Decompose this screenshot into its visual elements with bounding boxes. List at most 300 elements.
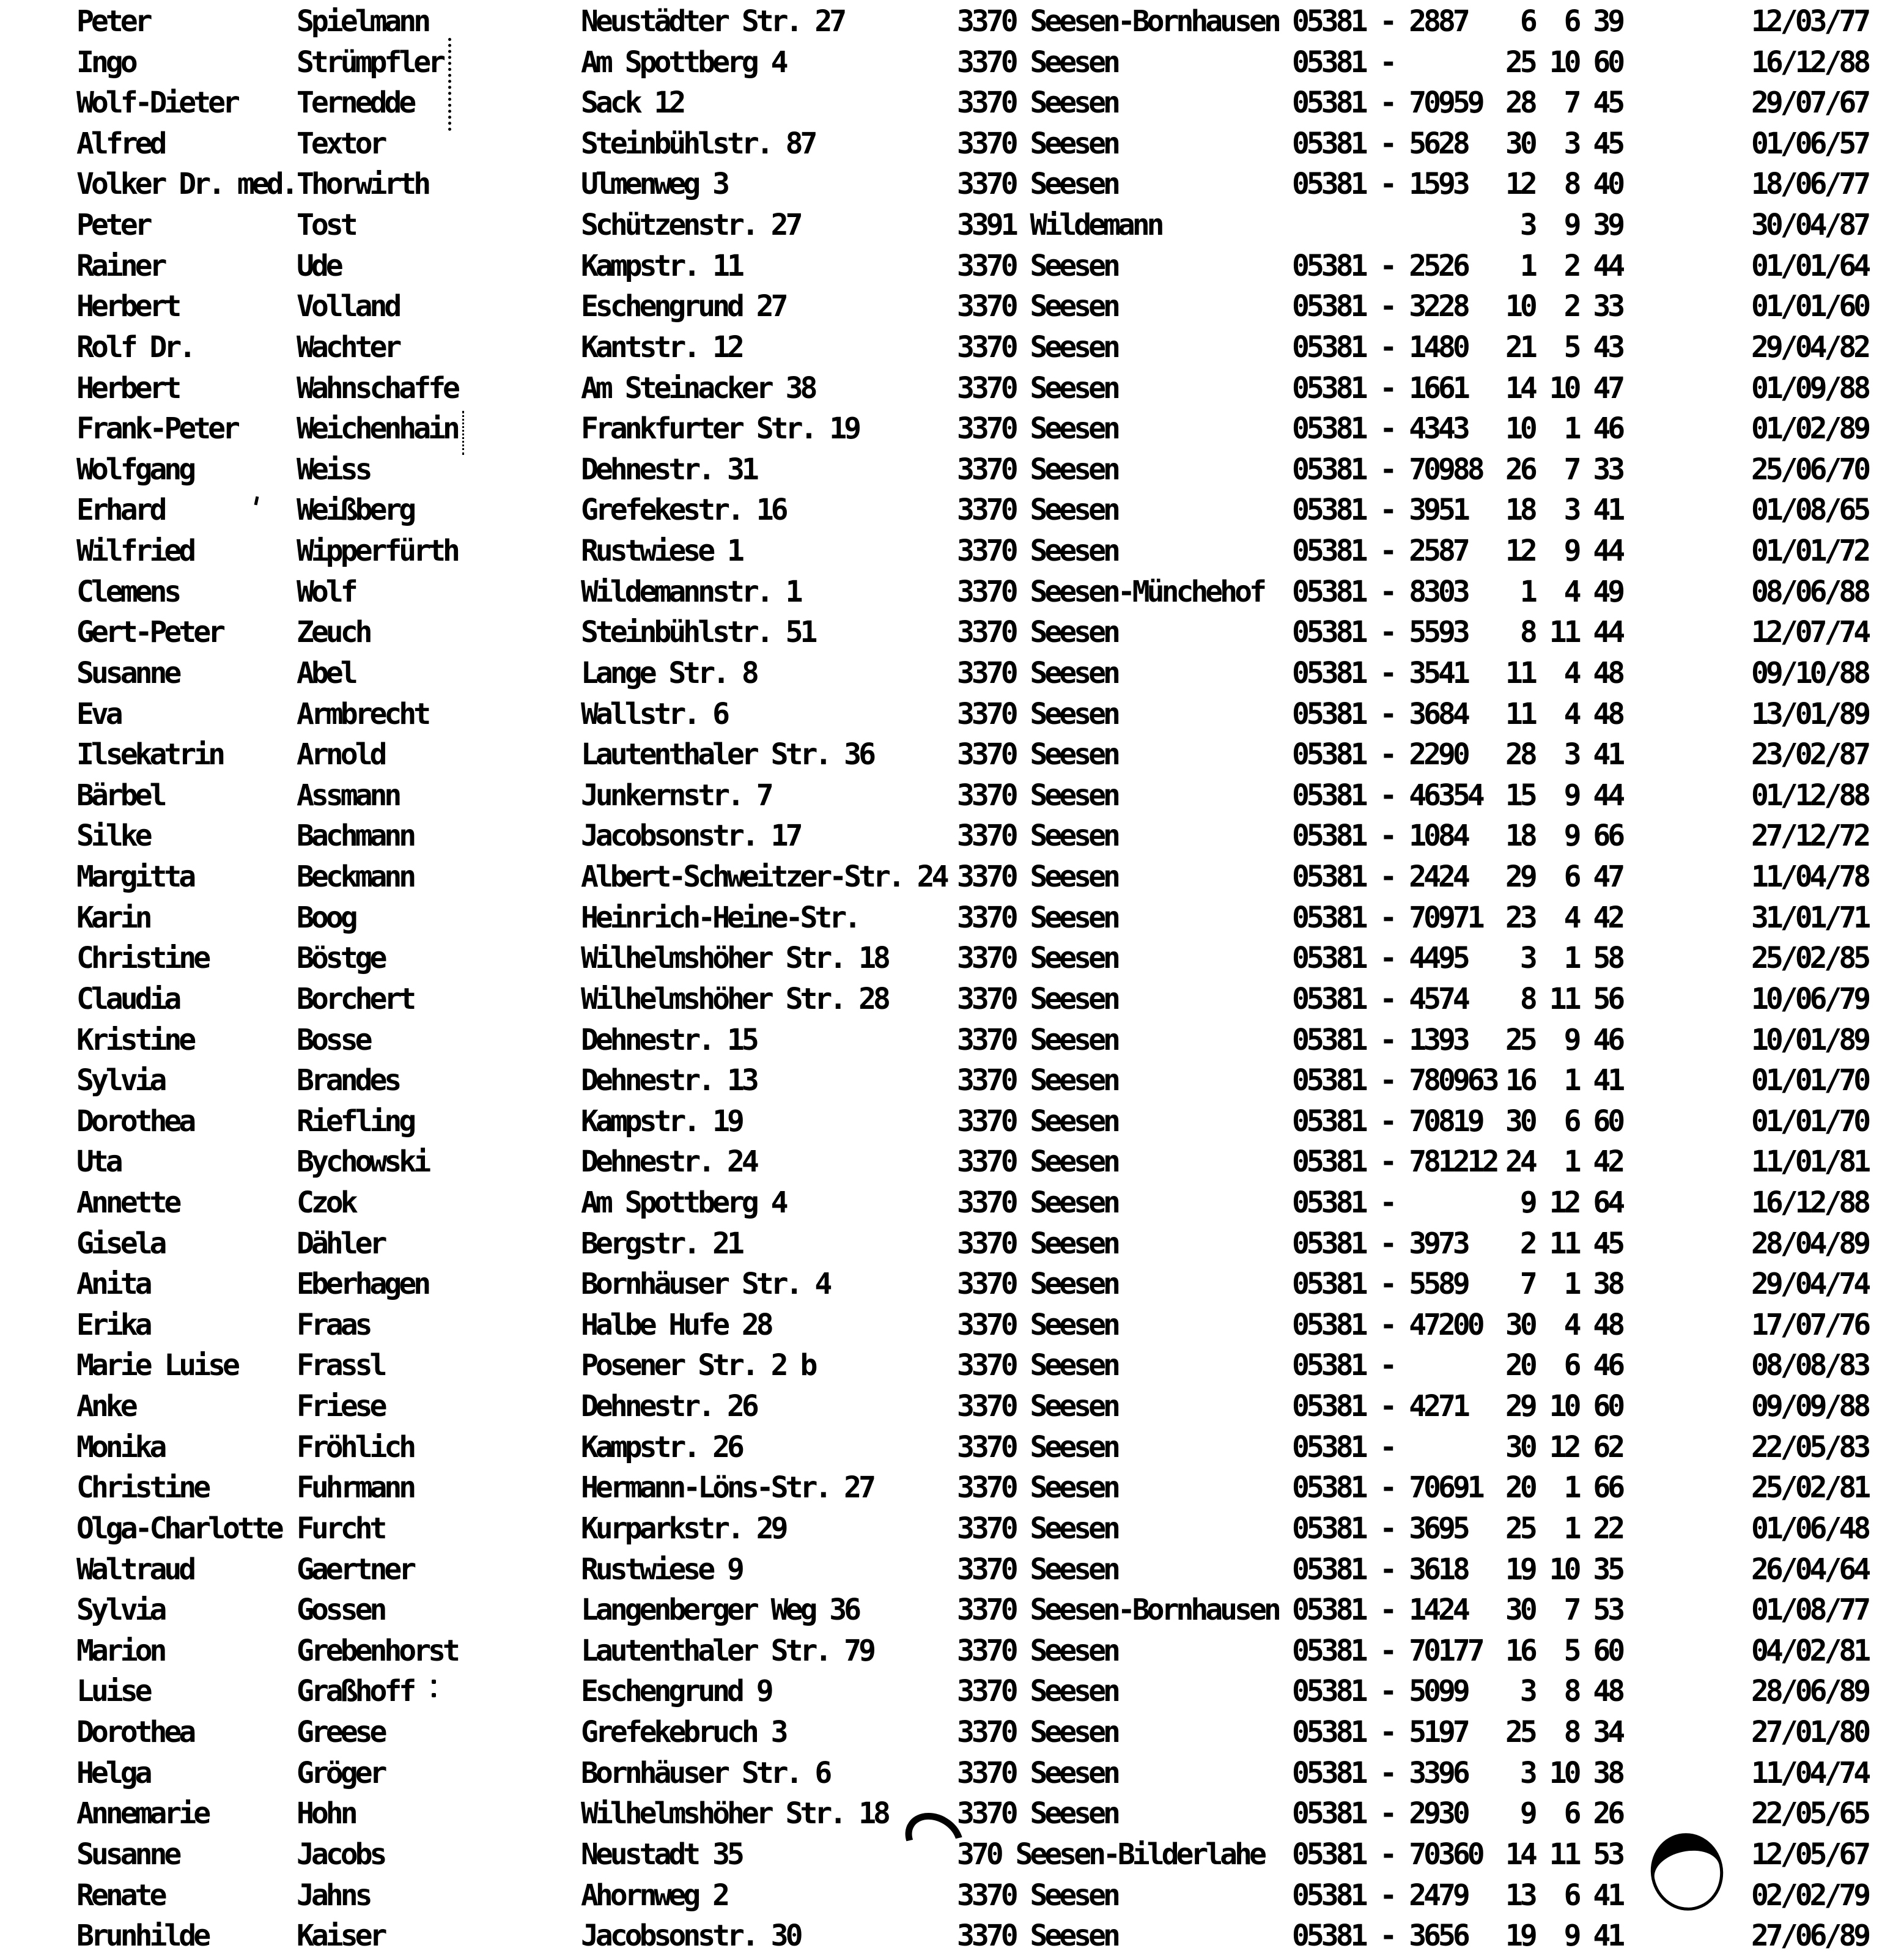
birth-date: 24 1 42 [1505, 1145, 1623, 1179]
street-address: Rustwiese 1 [581, 534, 742, 569]
birth-date: 30 4 48 [1505, 1307, 1623, 1342]
birth-date: 8 11 56 [1505, 981, 1623, 1016]
phone-number: 05381 - 70360 [1292, 1837, 1482, 1872]
table-row [0, 816, 1904, 856]
street-address: Posener Str. 2 b [581, 1348, 815, 1383]
first-name: Wolf-Dieter [76, 86, 237, 120]
birth-date: 10 2 33 [1505, 289, 1623, 324]
postal-city: 3370 Seesen [957, 1145, 1118, 1179]
last-name: Graßhoff [297, 1674, 414, 1709]
street-address: Bornhäuser Str. 6 [581, 1755, 830, 1790]
street-address: Jacobsonstr. 30 [581, 1919, 800, 1953]
table-row [0, 408, 1904, 449]
table-row [0, 1020, 1904, 1060]
last-name: Armbrecht [297, 696, 429, 731]
phone-number: 05381 - 8303 [1292, 574, 1467, 609]
table-row [0, 1467, 1904, 1508]
table-row [0, 1264, 1904, 1304]
phone-number: 05381 - 2479 [1292, 1878, 1467, 1913]
postal-city: 3370 Seesen [957, 615, 1118, 650]
table-row [0, 1427, 1904, 1467]
entry-date: 01/01/70 [1751, 1104, 1869, 1138]
first-name: Ingo [76, 45, 135, 79]
last-name: Zeuch [297, 615, 370, 650]
postal-city: 3370 Seesen [957, 1511, 1118, 1546]
postal-city: 3370 Seesen [957, 86, 1118, 120]
phone-number: 05381 - 47200 [1292, 1307, 1482, 1342]
entry-date: 10/01/89 [1751, 1022, 1869, 1057]
entry-date: 28/04/89 [1751, 1226, 1869, 1261]
postal-city: 3370 Seesen [957, 411, 1118, 446]
first-name: Volker Dr. med. [76, 167, 296, 202]
birth-date: 30 7 53 [1505, 1593, 1623, 1628]
birth-date: 20 1 66 [1505, 1470, 1623, 1505]
street-address: Am Spottberg 4 [581, 45, 786, 79]
birth-date: 9 6 26 [1505, 1796, 1623, 1831]
table-row [0, 83, 1904, 123]
birth-date: 3 9 39 [1505, 208, 1623, 243]
postal-city: 3370 Seesen [957, 1755, 1118, 1790]
postal-city: 3370 Seesen [957, 1185, 1118, 1220]
last-name: Gossen [297, 1593, 385, 1628]
last-name: Furcht [297, 1511, 385, 1546]
first-name: Renate [76, 1878, 164, 1913]
table-row [0, 612, 1904, 652]
entry-date: 18/06/77 [1751, 167, 1869, 202]
last-name: Wahnschaffe [297, 371, 457, 405]
birth-date: 25 9 46 [1505, 1022, 1623, 1057]
birth-date: 1 2 44 [1505, 248, 1623, 283]
birth-date: 2 11 45 [1505, 1226, 1623, 1261]
birth-date: 3 1 58 [1505, 941, 1623, 976]
first-name: Kristine [76, 1022, 194, 1057]
first-name: Susanne [76, 1837, 179, 1872]
table-row [0, 1590, 1904, 1630]
entry-date: 31/01/71 [1751, 900, 1869, 935]
entry-date: 25/02/81 [1751, 1470, 1869, 1505]
last-name: Bachmann [297, 819, 414, 854]
first-name: Ilsekatrin [76, 737, 223, 772]
first-name: Karin [76, 900, 150, 935]
birth-date: 6 6 39 [1505, 4, 1623, 39]
last-name: Fraas [297, 1307, 370, 1342]
first-name: Wolfgang [76, 452, 194, 487]
postal-city: 3370 Seesen [957, 330, 1118, 364]
entry-date: 26/04/64 [1751, 1552, 1869, 1587]
last-name: Czok [297, 1185, 355, 1220]
last-name: Ude [297, 248, 341, 283]
first-name: Annemarie [76, 1796, 208, 1831]
postal-city: 3370 Seesen [957, 248, 1118, 283]
postal-city: 3370 Seesen [957, 167, 1118, 202]
entry-date: 01/06/57 [1751, 126, 1869, 161]
street-address: Kampstr. 19 [581, 1104, 742, 1138]
phone-number: 05381 - 3951 [1292, 493, 1467, 528]
first-name: Olga-Charlotte [76, 1511, 281, 1546]
postal-city: 3370 Seesen [957, 1796, 1118, 1831]
last-name: Textor [297, 126, 385, 161]
street-address: Wallstr. 6 [581, 696, 727, 731]
entry-date: 25/06/70 [1751, 452, 1869, 487]
entry-date: 17/07/76 [1751, 1307, 1869, 1342]
birth-date: 7 1 38 [1505, 1267, 1623, 1302]
last-name: Gaertner [297, 1552, 414, 1587]
entry-date: 08/06/88 [1751, 574, 1869, 609]
entry-date: 27/12/72 [1751, 819, 1869, 854]
last-name: Riefling [297, 1104, 414, 1138]
phone-number: 05381 - 70819 [1292, 1104, 1482, 1138]
first-name: Christine [76, 1470, 208, 1505]
entry-date: 01/09/88 [1751, 371, 1869, 405]
table-row [0, 490, 1904, 530]
entry-date: 01/01/60 [1751, 289, 1869, 324]
last-name: Weichenhain [297, 411, 457, 446]
phone-number: 05381 - [1292, 1430, 1395, 1464]
table-row [0, 1, 1904, 42]
table-row [0, 1223, 1904, 1264]
phone-number: 05381 - 1593 [1292, 167, 1467, 202]
table-row [0, 1631, 1904, 1671]
street-address: Kampstr. 11 [581, 248, 742, 283]
first-name: Christine [76, 941, 208, 976]
last-name: Volland [297, 289, 399, 324]
entry-date: 27/01/80 [1751, 1715, 1869, 1750]
street-address: Kampstr. 26 [581, 1430, 742, 1464]
phone-number: 05381 - 2290 [1292, 737, 1467, 772]
entry-date: 01/01/72 [1751, 534, 1869, 569]
last-name: Wolf [297, 574, 355, 609]
postal-city: 3370 Seesen [957, 1878, 1118, 1913]
birth-date: 15 9 44 [1505, 778, 1623, 813]
first-name: Silke [76, 819, 150, 854]
phone-number: 05381 - 2424 [1292, 860, 1467, 895]
table-row [0, 286, 1904, 326]
birth-date: 25 10 60 [1505, 45, 1623, 79]
postal-city: 3370 Seesen [957, 941, 1118, 976]
first-name: Alfred [76, 126, 164, 161]
last-name: Eberhagen [297, 1267, 429, 1302]
street-address: Albert-Schweitzer-Str. 24 [581, 860, 946, 895]
birth-date: 21 5 43 [1505, 330, 1623, 364]
first-name: Brunhilde [76, 1919, 208, 1953]
street-address: Steinbühlstr. 87 [581, 126, 815, 161]
first-name: Gert-Peter [76, 615, 223, 650]
postal-city: 3370 Seesen [957, 737, 1118, 772]
postal-city: 3370 Seesen-Bornhausen [957, 4, 1279, 39]
phone-number: 05381 - 1424 [1292, 1593, 1467, 1628]
table-row [0, 1508, 1904, 1549]
birth-date: 12 9 44 [1505, 534, 1623, 569]
entry-date: 01/01/64 [1751, 248, 1869, 283]
entry-date: 11/04/74 [1751, 1755, 1869, 1790]
table-row [0, 694, 1904, 734]
table-row [0, 164, 1904, 204]
street-address: Am Spottberg 4 [581, 1185, 786, 1220]
street-address: Wilhelmshöher Str. 18 [581, 1796, 888, 1831]
last-name: Arnold [297, 737, 385, 772]
table-row [0, 42, 1904, 83]
first-name: Clemens [76, 574, 179, 609]
birth-date: 25 8 34 [1505, 1715, 1623, 1750]
last-name: Fuhrmann [297, 1470, 414, 1505]
postal-city: 370 Seesen-Bilderlahe [957, 1837, 1264, 1872]
birth-date: 28 7 45 [1505, 86, 1623, 120]
birth-date: 3 10 38 [1505, 1755, 1623, 1790]
entry-date: 29/04/82 [1751, 330, 1869, 364]
postal-city: 3370 Seesen [957, 1470, 1118, 1505]
phone-number: 05381 - [1292, 1185, 1395, 1220]
street-address: Ulmenweg 3 [581, 167, 727, 202]
last-name: Abel [297, 655, 355, 690]
birth-date: 26 7 33 [1505, 452, 1623, 487]
phone-number: 05381 - 70971 [1292, 900, 1482, 935]
street-address: Eschengrund 9 [581, 1674, 771, 1709]
entry-date: 01/02/89 [1751, 411, 1869, 446]
street-address: Dehnestr. 26 [581, 1389, 756, 1424]
table-row [0, 572, 1904, 612]
postal-city: 3370 Seesen [957, 655, 1118, 690]
first-name: Susanne [76, 655, 179, 690]
phone-number: 05381 - 70177 [1292, 1633, 1482, 1668]
entry-date: 23/02/87 [1751, 737, 1869, 772]
entry-date: 22/05/83 [1751, 1430, 1869, 1464]
birth-date: 11 4 48 [1505, 696, 1623, 731]
table-row [0, 734, 1904, 775]
entry-date: 16/12/88 [1751, 45, 1869, 79]
birth-date: 3 8 48 [1505, 1674, 1623, 1709]
last-name: Ternedde [297, 86, 414, 120]
street-address: Grefekestr. 16 [581, 493, 786, 528]
postal-city: 3370 Seesen [957, 493, 1118, 528]
table-row [0, 205, 1904, 245]
street-address: Junkernstr. 7 [581, 778, 771, 813]
street-address: Halbe Hufe 28 [581, 1307, 771, 1342]
phone-number: 05381 - 70691 [1292, 1470, 1482, 1505]
street-address: Eschengrund 27 [581, 289, 786, 324]
postal-city: 3370 Seesen [957, 1552, 1118, 1587]
last-name: Hohn [297, 1796, 355, 1831]
birth-date: 13 6 41 [1505, 1878, 1623, 1913]
postal-city: 3370 Seesen [957, 1104, 1118, 1138]
phone-number: 05381 - 781212 [1292, 1145, 1497, 1179]
postal-city: 3370 Seesen [957, 900, 1118, 935]
entry-date: 04/02/81 [1751, 1633, 1869, 1668]
first-name: Bärbel [76, 778, 164, 813]
postal-city: 3370 Seesen [957, 289, 1118, 324]
street-address: Lange Str. 8 [581, 655, 756, 690]
postal-city: 3370 Seesen [957, 860, 1118, 895]
birth-date: 14 10 47 [1505, 371, 1623, 405]
postal-city: 3391 Wildemann [957, 208, 1162, 243]
last-name: Borchert [297, 981, 414, 1016]
phone-number: 05381 - 1480 [1292, 330, 1467, 364]
first-name: Waltraud [76, 1552, 194, 1587]
street-address: Dehnestr. 31 [581, 452, 756, 487]
postal-city: 3370 Seesen [957, 696, 1118, 731]
phone-number: 05381 - 70988 [1292, 452, 1482, 487]
street-address: Hermann-Löns-Str. 27 [581, 1470, 873, 1505]
table-row [0, 1305, 1904, 1345]
street-address: Lautenthaler Str. 79 [581, 1633, 873, 1668]
table-row [0, 1916, 1904, 1956]
postal-city: 3370 Seesen [957, 1674, 1118, 1709]
last-name: Grebenhorst [297, 1633, 457, 1668]
postal-city: 3370 Seesen [957, 126, 1118, 161]
birth-date: 19 10 35 [1505, 1552, 1623, 1587]
phone-number: 05381 - 3396 [1292, 1755, 1467, 1790]
street-address: Dehnestr. 13 [581, 1063, 756, 1098]
first-name: Frank-Peter [76, 411, 237, 446]
phone-number: 05381 - 3618 [1292, 1552, 1467, 1587]
table-row [0, 979, 1904, 1019]
table-row [0, 857, 1904, 897]
first-name: Gisela [76, 1226, 164, 1261]
first-name: Monika [76, 1430, 164, 1464]
phone-number: 05381 - 5099 [1292, 1674, 1467, 1709]
street-address: Ahornweg 2 [581, 1878, 727, 1913]
last-name: Fröhlich [297, 1430, 414, 1464]
street-address: Lautenthaler Str. 36 [581, 737, 873, 772]
last-name: Frassl [297, 1348, 385, 1383]
street-address: Am Steinacker 38 [581, 371, 815, 405]
birth-date: 29 10 60 [1505, 1389, 1623, 1424]
table-row [0, 1182, 1904, 1223]
entry-date: 22/05/65 [1751, 1796, 1869, 1831]
first-name: Erika [76, 1307, 150, 1342]
entry-date: 16/12/88 [1751, 1185, 1869, 1220]
entry-date: 01/08/77 [1751, 1593, 1869, 1628]
first-name: Rainer [76, 248, 164, 283]
table-row [0, 449, 1904, 490]
first-name: Helga [76, 1755, 150, 1790]
phone-number: 05381 - 1661 [1292, 371, 1467, 405]
birth-date: 30 6 60 [1505, 1104, 1623, 1138]
last-name: Assmann [297, 778, 399, 813]
first-name: Sylvia [76, 1593, 164, 1628]
phone-number: 05381 - 5593 [1292, 615, 1467, 650]
street-address: Neustadt 35 [581, 1837, 742, 1872]
table-row [0, 327, 1904, 367]
table-row [0, 1712, 1904, 1752]
street-address: Wildemannstr. 1 [581, 574, 800, 609]
first-name: Marion [76, 1633, 164, 1668]
birth-date: 30 3 45 [1505, 126, 1623, 161]
postal-city: 3370 Seesen [957, 1715, 1118, 1750]
street-address: Frankfurter Str. 19 [581, 411, 859, 446]
entry-date: 11/04/78 [1751, 860, 1869, 895]
entry-date: 28/06/89 [1751, 1674, 1869, 1709]
birth-date: 18 9 66 [1505, 819, 1623, 854]
street-address: Schützenstr. 27 [581, 208, 800, 243]
table-row [0, 1875, 1904, 1916]
first-name: Sylvia [76, 1063, 164, 1098]
first-name: Peter [76, 208, 150, 243]
postal-city: 3370 Seesen [957, 1430, 1118, 1464]
birth-date: 23 4 42 [1505, 900, 1623, 935]
first-name: Eva [76, 696, 120, 731]
last-name: Böstge [297, 941, 385, 976]
last-name: Dähler [297, 1226, 385, 1261]
last-name: Kaiser [297, 1919, 385, 1953]
entry-date: 25/02/85 [1751, 941, 1869, 976]
table-row [0, 1549, 1904, 1590]
street-address: Grefekebruch 3 [581, 1715, 786, 1750]
table-row [0, 1345, 1904, 1385]
last-name: Bychowski [297, 1145, 429, 1179]
last-name: Jahns [297, 1878, 370, 1913]
street-address: Sack 12 [581, 86, 684, 120]
postal-city: 3370 Seesen [957, 1022, 1118, 1057]
scan-artifact-dotted-line-weichenhain [462, 411, 464, 455]
entry-date: 29/04/74 [1751, 1267, 1869, 1302]
birth-date: 10 1 46 [1505, 411, 1623, 446]
birth-date: 18 3 41 [1505, 493, 1623, 528]
entry-date: 02/02/79 [1751, 1878, 1869, 1913]
last-name: Bosse [297, 1022, 370, 1057]
phone-number: 05381 - 3228 [1292, 289, 1467, 324]
last-name: Spielmann [297, 4, 429, 39]
postal-city: 3370 Seesen [957, 534, 1118, 569]
phone-number: 05381 - 5628 [1292, 126, 1467, 161]
table-row [0, 1060, 1904, 1101]
street-address: Steinbühlstr. 51 [581, 615, 815, 650]
phone-number: 05381 - 70959 [1292, 86, 1482, 120]
street-address: Jacobsonstr. 17 [581, 819, 800, 854]
postal-city: 3370 Seesen [957, 1919, 1118, 1953]
entry-date: 10/06/79 [1751, 981, 1869, 1016]
table-row [0, 898, 1904, 938]
birth-date: 9 12 64 [1505, 1185, 1623, 1220]
street-address: Bergstr. 21 [581, 1226, 742, 1261]
birth-date: 14 11 53 [1505, 1837, 1623, 1872]
birth-date: 28 3 41 [1505, 737, 1623, 772]
first-name: Luise [76, 1674, 150, 1709]
street-address: Rustwiese 9 [581, 1552, 742, 1587]
postal-city: 3370 Seesen [957, 1307, 1118, 1342]
table-row [0, 1753, 1904, 1793]
first-name: Anke [76, 1389, 135, 1424]
phone-number: 05381 - 2887 [1292, 4, 1467, 39]
entry-date: 12/03/77 [1751, 4, 1869, 39]
entry-date: 13/01/89 [1751, 696, 1869, 731]
street-address: Heinrich-Heine-Str. [581, 900, 859, 935]
entry-date: 01/06/48 [1751, 1511, 1869, 1546]
last-name: Thorwirth [297, 167, 429, 202]
last-name: Boog [297, 900, 355, 935]
birth-date: 16 5 60 [1505, 1633, 1623, 1668]
birth-date: 25 1 22 [1505, 1511, 1623, 1546]
entry-date: 29/07/67 [1751, 86, 1869, 120]
phone-number: 05381 - [1292, 45, 1395, 79]
last-name: Jacobs [297, 1837, 385, 1872]
entry-date: 01/01/70 [1751, 1063, 1869, 1098]
first-name: Anita [76, 1267, 150, 1302]
postal-city: 3370 Seesen [957, 778, 1118, 813]
birth-date: 19 9 41 [1505, 1919, 1623, 1953]
birth-date: 16 1 41 [1505, 1063, 1623, 1098]
postal-city: 3370 Seesen [957, 452, 1118, 487]
postal-city: 3370 Seesen [957, 819, 1118, 854]
postal-city: 3370 Seesen-Bornhausen [957, 1593, 1279, 1628]
street-address: Dehnestr. 15 [581, 1022, 756, 1057]
entry-date: 08/08/83 [1751, 1348, 1869, 1383]
entry-date: 09/10/88 [1751, 655, 1869, 690]
birth-date: 1 4 49 [1505, 574, 1623, 609]
street-address: Dehnestr. 24 [581, 1145, 756, 1179]
phone-number: 05381 - 3695 [1292, 1511, 1467, 1546]
table-row [0, 368, 1904, 408]
postal-city: 3370 Seesen [957, 1063, 1118, 1098]
